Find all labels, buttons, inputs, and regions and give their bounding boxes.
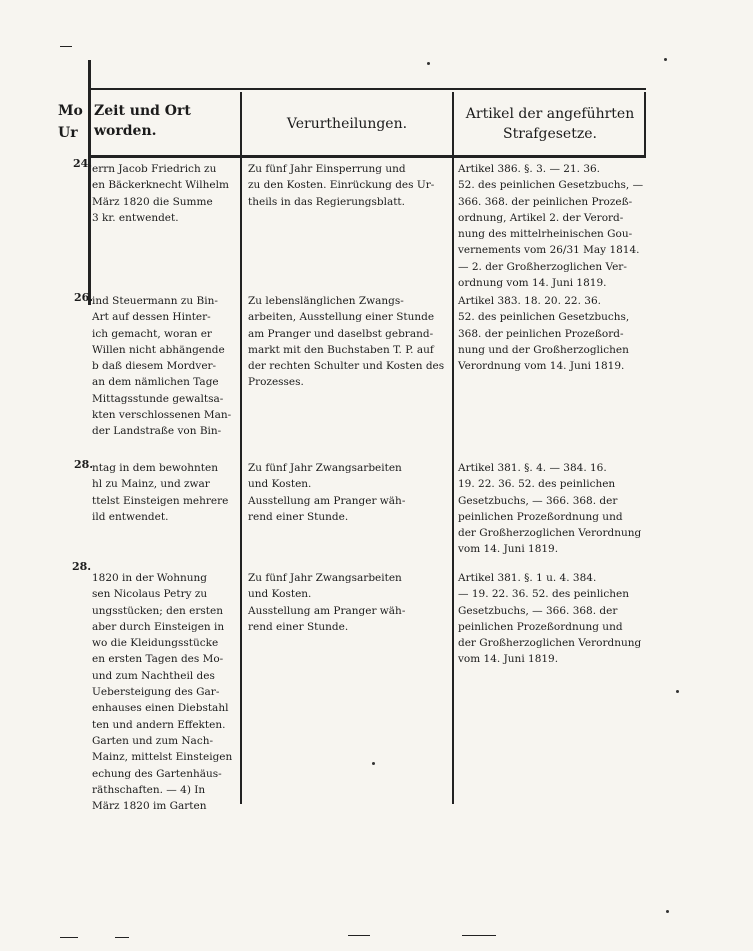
row-zeit-text: errn Jacob Friedrich zu en Bäckerknecht Wilhelm März 1820 die Summe 3 kr. entwendet. xyxy=(92,163,229,224)
print-speck xyxy=(372,762,375,765)
column-header-artikel: Artikel der angeführten Strafgesetze. xyxy=(465,106,635,142)
column-header-zeit: Zeit und Ort worden. xyxy=(94,103,191,139)
row-artikel-text: Artikel 381. §. 4. — 384. 16. 19. 22. 36. 52. des peinlichen Gesetzbuchs, — 366. 368. der peinlichen Prozeßordnung und der Großherzoglichen Verordnung vom 14. Juni 1819. xyxy=(458,462,642,556)
print-speck xyxy=(427,62,430,65)
print-speck xyxy=(666,910,669,913)
row-artikel-text: Artikel 381. §. 1 u. 4. 384. — 19. 22. 36. 52. des peinlichen Gesetzbuchs, — 366. 368. der peinlichen Prozeßordnung und der Großherzoglichen Verordnung vom 14. Juni 1819. xyxy=(458,572,642,666)
row-verurtheilung-text: Zu fünf Jahr Zwangsarbeiten und Kosten. Ausstellung am Pranger wäh- rend einer Stunde. xyxy=(248,572,406,633)
row-number: 28. xyxy=(74,458,94,471)
print-speck xyxy=(664,58,667,61)
row-artikel-text: Artikel 386. §. 3. — 21. 36. 52. des peinlichen Gesetzbuchs, — 366. 368. der peinlichen Prozeß- ordnung, Artikel 2. der Verord- nung des mittelrheinischen Gou- vernements vom 26/31 May 1814. — 2. der Großherzoglichen Ver- ordnung vom 14. Juni 1819. xyxy=(458,163,644,290)
row-number: 26. xyxy=(74,291,94,304)
row-zeit-text: 1820 in der Wohnung sen Nicolaus Petry zu ungsstücken; den ersten aber durch Einsteigen in wo die Kleidungsstücke en ersten Tagen des Mo- und zum Nachtheil des Uebersteigung des Gar- enhauses einen Diebstahl ten und andern Effekten. Garten und zum Nach- Mainz, mittelst Einsteigen echung des Gartenhäus- räthschaften. — 4) In März 1820 im Garten xyxy=(92,572,233,813)
row-verurtheilung-text: Zu fünf Jahr Zwangsarbeiten und Kosten. Ausstellung am Pranger wäh- rend einer Stunde. xyxy=(248,462,406,523)
row-verurtheilung-text: Zu lebenslänglichen Zwangs- arbeiten, Ausstellung einer Stunde am Pranger und daselbst gebrand- markt mit den Buchstaben T. P. auf der rechten Schulter und Kosten des Prozesses. xyxy=(248,295,445,389)
print-mark xyxy=(348,935,370,936)
table-top-rule xyxy=(88,88,646,90)
print-mark xyxy=(60,46,72,47)
column-header-verurtheilungen: Verurtheilungen. xyxy=(286,116,408,132)
print-mark xyxy=(60,937,78,938)
cut-column-header: Mo Ur xyxy=(58,103,83,141)
column-divider-3 xyxy=(644,92,646,156)
row-artikel-text: Artikel 383. 18. 20. 22. 36. 52. des peinlichen Gesetzbuchs, 368. der peinlichen Prozeßord- nung und der Großherzoglichen Verordnung vom 14. Juni 1819. xyxy=(458,295,630,373)
header-bottom-rule xyxy=(88,155,646,158)
row-number: 24. xyxy=(73,157,93,170)
row-verurtheilung-text: Zu fünf Jahr Einsperrung und zu den Kosten. Einrückung des Ur- theils in das Regierungsblatt. xyxy=(248,163,435,208)
column-divider-1 xyxy=(240,92,242,804)
row-zeit-text: ntag in dem bewohnten hl zu Mainz, und zwar ttelst Einsteigen mehrere ild entwendet. xyxy=(92,462,229,523)
column-divider-2 xyxy=(452,92,454,804)
left-margin-rule xyxy=(88,60,91,305)
print-mark xyxy=(115,937,129,938)
row-zeit-text: ind Steuermann zu Bin- Art auf dessen Hinter- ich gemacht, woran er Willen nicht abhängende b daß diesem Mordver- an dem nämlichen Tage Mittagsstunde gewaltsa- kten verschlossenen Man- der Landstraße von Bin- xyxy=(92,295,232,438)
row-number: 28. xyxy=(72,560,92,573)
print-speck xyxy=(676,690,679,693)
print-mark xyxy=(462,935,496,936)
